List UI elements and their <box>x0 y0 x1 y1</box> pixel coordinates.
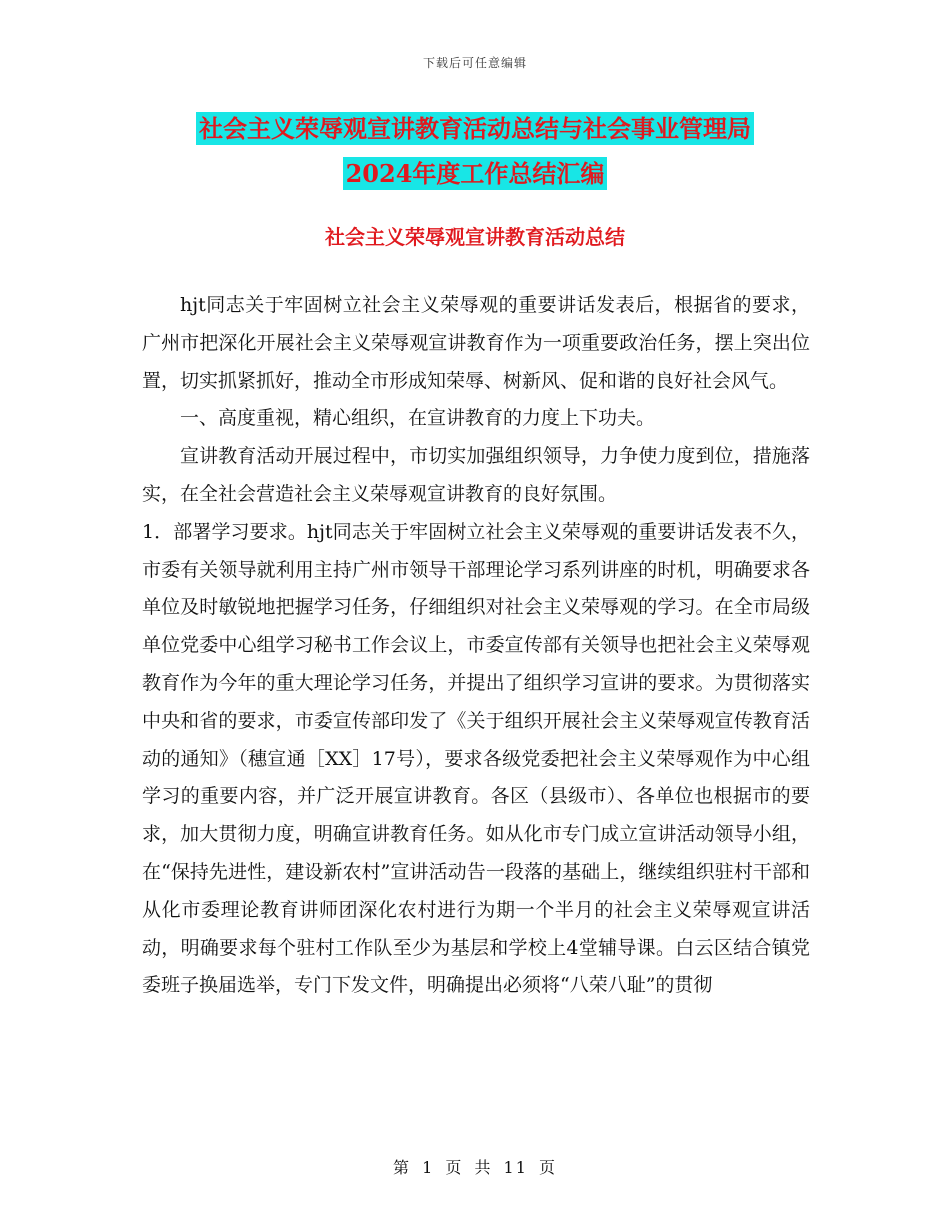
header-note: 下载后可任意编辑 <box>422 56 527 70</box>
section-title: 社会主义荣辱观宣讲教育活动总结 <box>325 225 625 249</box>
document-title-line-2-text: 2024年度工作总结汇编 <box>343 157 608 190</box>
page-number-footer: 第 1 页 共 11 页 <box>393 1158 557 1177</box>
paragraph-2: 一、高度重视，精心组织，在宣讲教育的力度上下功夫。 <box>180 407 656 430</box>
document-title-line-1-text: 社会主义荣辱观宣讲教育活动总结与社会事业管理局 <box>196 112 754 145</box>
document-title-line-2 <box>0 157 950 191</box>
paragraph-1: hjt同志关于牢固树立社会主义荣辱观的重要讲话发表后，根据省的要求，广州市把深化开展社会主义荣辱观宣讲教育作为一项重要政治任务，摆上突出位置，切实抓紧抓好，推动全市形成知荣辱、树新风、促和谐的良好社会风气。 <box>142 294 810 392</box>
paragraph-4: 1．部署学习要求。hjt同志关于牢固树立社会主义荣辱观的重要讲话发表不久，市委有关领导就利用主持广州市领导干部理论学习系列讲座的时机，明确要求各单位及时敏锐地把握学习任务，仔细组织对社会主义荣辱观的学习。在全市局级单位党委中心组学习秘书工作会议上，市委宣传部有关领导也把社会主义荣辱观教育作为今年的重大理论学习任务，并提出了组织学习宣讲的要求。为贯彻落实中央和省的要求，市委宣传部印发了《关于组织开展社会主义荣辱观宣传教育活动的通知》（穗宣通［XX］17号），要求各级党委把社会主义荣辱观作为中心组学习的重要内容，并广泛开展宣讲教育。各区（县级市）、各单位也根据市的要求，加大贯彻力度，明确宣讲教育任务。如从化市专门成立宣讲活动领导小组，在“保持先进性，建设新农村”宣讲活动告一段落的基础上，继续组织驻村干部和从化市委理论教育讲师团深化农村进行为期一个半月的社会主义荣辱观宣讲活动，明确要求每个驻村工作队至少为基层和学校上4堂辅导课。白云区结合镇党委班子换届选举，专门下发文件，明确提出必须将“八荣八耻”的贯彻 <box>142 520 810 997</box>
document-title-line-1 <box>0 112 950 146</box>
paragraph-3: 宣讲教育活动开展过程中，市切实加强组织领导，力争使力度到位，措施落实，在全社会营造社会主义荣辱观宣讲教育的良好氛围。 <box>142 445 810 505</box>
document-body <box>142 287 810 1005</box>
